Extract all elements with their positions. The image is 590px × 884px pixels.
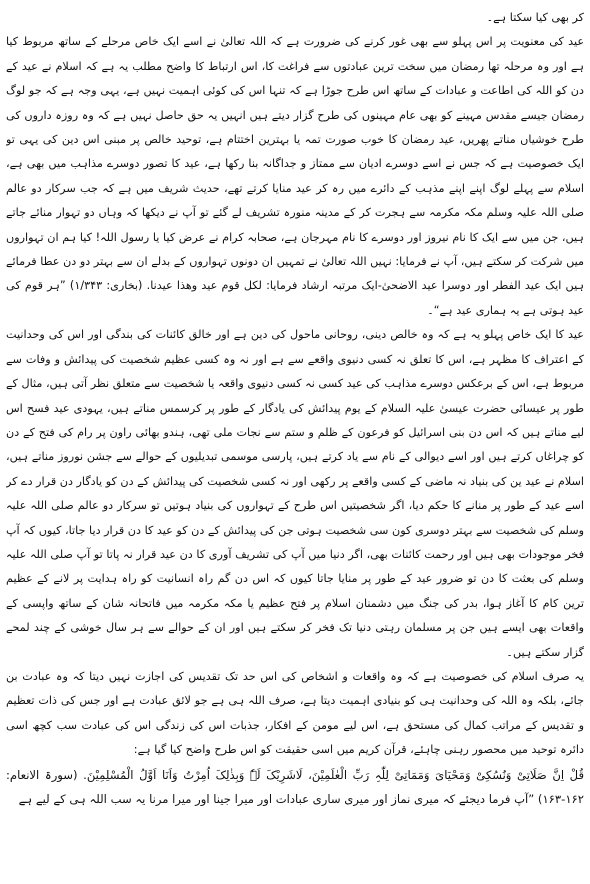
paragraph-eid-special-aspect: عید کا ایک خاص پہلو یہ ہے کہ وہ خالص دینی، روحانی ماحول کی دین ہے اور خالق کائنات کی بندگی اور اس کی وحدانیت کے اعتراف کا مظہر ہے، اس کا تعلق نہ کسی دنیوی واقعے سے ہے اور نہ وہ کسی عظیم شخصیت کی پیدائش و وفات سے مربوط ہے، اس کے برعکس دوسرے مذاہب کی عید کسی نہ کسی دنیوی واقعہ یا شخصیت سے متعلق نظر آتی ہیں، مثال کے طور پر عیسائی حضرت عیسیٰ علیہ السلام کے یوم پیدائش کی یادگار کے طور پر کرسمس مناتے ہیں، یہودی عید فسح اس لیے مناتے ہیں کہ اس دن بنی اسرائیل کو فرعون کے ظلم و ستم سے نجات ملی تھی، ہندو بھائی راون پر رام کی فتح کے دن کو چراغاں کرتے ہیں اور اسے دیوالی کے نام سے یاد کرتے ہیں، پارسی موسمی تبدیلیوں کے حوالے سے جشن نوروز مناتے ہیں، اسلام نے عید ین کی بنیاد نہ ماضی کے کسی واقعے پر رکھی اور نہ کسی شخصیت کی پیدائش کے دن کو یادگار دن قرار دے کر اسے عید کے طور پر منانے کا حکم دیا، اگر شخصیتیں اس طرح کے تہواروں کی بنیاد ہوتیں تو سرکار دو عالم صلی اللہ علیہ وسلم کی شخصیت سے بہتر دوسری کون سی شخصیت ہوتی جن کی پیدائش کے دن کو عید کا دن قرار دیا جاتا، کیوں کہ آپ فخر موجودات بھی ہیں اور رحمت کائنات بھی، اگر دنیا میں آپ کی تشریف آوری کا دن عید قرار نہ پاتا تو آپ صلی اللہ علیہ وسلم کی بعثت کا دن تو ضرور عید کے طور پر منایا جاتا کیوں کہ اس دن گم راہ انسانیت کو راہ ہدایت پر لانے کے عظیم ترین کام کا آغاز ہوا، بدر کی جنگ میں دشمنان اسلام پر فتح عظیم یا مکہ مکرمہ میں فاتحانہ شان کے ساتھ واپسی کے واقعات بھی ایسے ہیں جن پر مسلمان رہتی دنیا تک فخر کر سکتے ہیں اور ان کے حوالے سے ہر سال خوشی کے چند لمحے گزار سکتے ہیں۔ [6,328,584,659]
paragraph-eid-meaning: عید کی معنویت پر اس پہلو سے بھی غور کرنے کی ضرورت ہے کہ اللہ تعالیٰ نے اسے ایک خاص مرحلے کے ساتھ مربوط کیا ہے اور وہ مرحلہ تھا رمضان میں سخت ترین عبادتوں سے فراغت کا، اس ارتباط کا واضح مطلب یہ ہے کہ اسلام نے عید کے دن کو اللہ کی اطاعت و عبادات کے ساتھ اس طرح جوڑا ہے کہ تنہا اس کی کوئی اہمیت نہیں ہے، یہی وجہ ہے کہ جو لوگ رمضان جیسے مقدس مہینے کو بھی عام مہینوں کی طرح گزار دیتے ہیں انہیں یہ حق حاصل نہیں ہے کہ وہ روزہ داروں کی طرح خوشیاں مناتے پھریں، عید رمضان کا خوب صورت تمہ یا بہترین اختتام ہے، توحید خالص پر مبنی اس دین کی یہی تو ایک خصوصیت ہے کہ جس نے اسے دوسرے ادیان سے ممتاز و جداگانہ بنا رکھا ہے، عید کا تصور دوسرے مذاہب میں بھی ہے، اسلام سے پہلے لوگ اپنے اپنے مذہب کے دائرے میں رہ کر عید منایا کرتے تھے، حدیث شریف میں ہے کہ جب سرکار دو عالم صلی اللہ علیہ وسلم مکہ مکرمہ سے ہجرت کر کے مدینہ منورہ تشریف لے گئے تو آپ نے دیکھا کہ وہاں دو تہوار منائے جاتے ہیں، جن میں سے ایک کا نام نیروز اور دوسرے کا نام مہرجان ہے، صحابہ کرام نے عرض کیا یا رسول اللہ! کیا ہم ان تہواروں میں شرکت کر سکتے ہیں، آپ نے فرمایا: نہیں اللہ تعالیٰ نے تمہیں ان دونوں تہواروں کے بدلے ان سے بہتر دو دن عطا فرمائے ہیں ایک عید الفطر اور دوسرا عید الاضحیٰ-ایک مرتبہ ارشاد فرمایا: لکل قوم عید وھذا عیدنا. (بخاری: ۱/۳۴۳) ”ہر قوم کی عید ہوتی ہے یہ ہماری عید ہے“۔ [6,35,584,317]
quran-reference: (سورۃ الانعام: ۱۶۲-۱۶۳) [6,767,584,806]
quran-quote [6,763,584,811]
document-page [6,6,584,878]
quran-arabic-text: قُلْ اِنَّ صَلَاتِیْ وَنُسُکِیْ وَمَحْیَایَ وَمَمَاتِیْ لِلّٰہِ رَبِّ الْعٰلَمِیْنَ، لَاشَرِیْکَ لَہٗ وَبِذٰلِکَ اُمِرْتُ وَاَنَا اَوَّلُ الْمُسْلِمِیْنَ. [83,767,584,782]
quran-translation: ”آپ فرما دیجئے کہ میری نماز اور میری ساری عبادات اور میرا جینا اور میرا مرنا یہ سب اللہ ہی کے لیے ہے [18,791,535,806]
paragraph-intro-end: کر بھی کیا سکتا ہے۔ [486,11,584,24]
paragraph-islam-feature: یہ صرف اسلام کی خصوصیت ہے کہ وہ واقعات و اشخاص کی اس حد تک تقدیس کی اجازت نہیں دیتا کہ وہ عبادت بن جائے، بلکہ وہ اللہ کی وحدانیت ہی کو بنیادی اہمیت دیتا ہے، صرف اللہ ہی ہے جو لائق عبادت ہے اور جس کی ذات تعظیم و تقدیس کے مراتب کمال کی مستحق ہے، اس لیے مومن کے افکار، جذبات اس کی زندگی اس کی عبادت سب کچھ اسی دائرہ توحید میں محصور رہنی چاہئے، قرآن کریم میں اسی حقیقت کو اس طرح واضح کیا گیا ہے: [6,669,584,757]
